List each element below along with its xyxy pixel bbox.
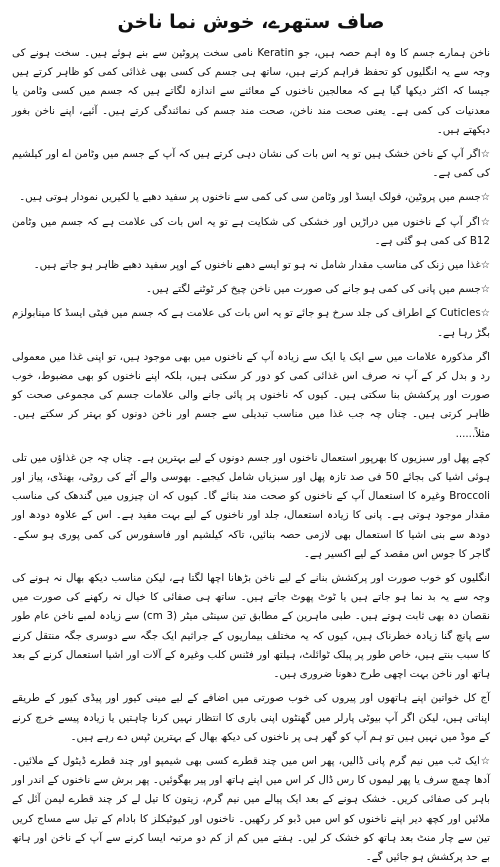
paragraph-water: ☆جسم میں پانی کی کمی ہو جانے کی صورت میں ناخن چیخ کر ٹوٹنے لگتے ہیں۔ (145, 283, 490, 296)
paragraph-white-spots: ☆جسم میں پروٹین، فولک ایسڈ اور وٹامن سی کی کمی سے ناخنوں پر سفید دھبے یا لکیریں نمودار ہوتی ہیں۔ (19, 191, 490, 204)
paragraph-zinc: ☆غذا میں زنک کی مناسب مقدار شامل نہ ہو تو ایسے دھبے ناخنوں کے اوپر سفید دھبے ظاہر ہو جاتے ہیں۔ (33, 259, 490, 272)
paragraph-fruits-vegetables: کچے پھل اور سبزیوں کا بھرپور استعمال ناخنوں اور جسم دونوں کے لیے بہترین ہے۔ چناں چہ جن غذاؤں میں تلی ہوئی اشیا کی بجائے 50 فی صد تازہ پھل اور سبزیاں شامل کیجیے۔ بھوسی والے آٹے کی روٹی، بھنڈی، پیاز اور Broccoli وغیرہ کا استعمال آپ کے ناخنوں کو صحت مند بنائے گا۔ کیوں کہ ان چیزوں میں گندھک کی مناسب مقدار موجود ہوتی ہے۔ پانی کا زیادہ استعمال، جلد اور ناخنوں کے لیے بہت مفید ہے۔ اس کے علاوہ دودھ اور دودھ سے بنی اشیا کا استعمال بھی لازمی حصہ بنائیں، تاکہ کیلشیم اور فاسفورس کی کمی پوری ہو سکے۔ گاجر کا جوس اس مقصد کے لیے اکسیر ہے۔ (12, 451, 491, 560)
article-title: صاف ستھرے، خوش نما ناخن (117, 11, 385, 33)
paragraph-cuticles: ☆Cuticles کے اطراف کی جلد سرخ ہو جائے تو یہ اس بات کی علامت ہے کہ جسم میں فیٹی ایسڈ کا مینابولزم بگڑ رہا ہے۔ (12, 307, 491, 339)
paragraph-cracks: ☆اگر آپ کے ناخنوں میں دراڑیں اور خشکی کی شکایت ہے تو یہ اس بات کی علامت ہے کہ جسم میں وٹامن B12 کی کمی ہو گئی ہے۔ (12, 215, 490, 247)
paragraph-method: ☆ایک ٹب میں نیم گرم پانی ڈالیں، پھر اس میں چند قطرے کسی بھی شیمپو اور چند قطرے ڈیٹول کے ملائیں۔ آدھا چمچ سرف یا پھر لیموں کا رس ڈال کر اس میں اپنے ہاتھ اور پیر بھگوئیں۔ پھر برش سے ناخنوں کے اندر اور باہر کی صفائی کریں۔ خشک ہونے کے بعد ایک پیالے میں نیم گرم، زیتون کا تیل لے کر چند قطرے لیمن آئل کے ملائیں اور کچھ دیر اپنے ناخنوں کو اس میں ڈبو کر رکھیں۔ ناخنوں اور کیوٹیکلز کا بادام کے تیل سے مساج کریں تین سے چار منٹ بعد ہاتھ کو خشک کر لیں۔ ہفتے میں کم از کم دو مرتبہ ایسا کرنے سے آپ کے ناخن اور ہاتھ بے حد پرکشش ہو جائیں گے۔ (12, 754, 490, 863)
paragraph-long-nails: انگلیوں کو خوب صورت اور پرکشش بنانے کے لیے ناخن بڑھانا اچھا لگتا ہے، لیکن مناسب دیکھ بھال نہ ہونے کی وجہ سے یہ بد نما ہو جاتے ہیں یا ٹوٹ پھوٹ جاتے ہیں۔ ساتھ ہی صفائی کا خیال نہ رکھنے کی صورت میں نقصان دہ بھی ثابت ہوتے ہیں۔ طبی ماہرین کے مطابق تین سینٹی میٹر (3 cm) سے زیادہ لمبے ناخن عام طور سے پانچ گنا زیادہ خطرناک ہیں، کیوں کہ یہ مختلف بیماریوں کے جراثیم ایک جگہ سے دوسری جگہ منتقل کرنے کا سبب بنتے ہیں، خاص طور پر پبلک ٹوائلٹ، ہیلتھ اور فٹنس کلب وغیرہ کے آلات اور اشیا استعمال کرنے کے بعد ہاتھ اور ناخن بہت اچھی طرح دھونا ضروری ہیں۔ (12, 572, 490, 681)
paragraph-diet-change: اگر مذکورہ علامات میں سے ایک یا ایک سے زیادہ آپ کے ناخنوں میں بھی موجود ہیں، تو اپنی غذا میں معمولی رد و بدل کر کے آپ نہ صرف اس غذائی کمی کو دور کر سکتی ہیں، بلکہ اپنے ناخنوں کو بھی مضبوط، خوب صورت اور پرکشش بنا سکتی ہیں۔ کیوں کہ ناخنوں پر پائی جانے والی علامات جسم کی مجموعی صحت کو ظاہر کرتی ہیں۔ چناں چہ جب غذا میں مناسب تبدیلی سے جسم اور ناخن دونوں کو بہتر کر سکتے ہیں۔ مثلاً...... (12, 350, 490, 440)
article-body (12, 44, 490, 867)
paragraph-home-care: آج کل خواتین اپنے ہاتھوں اور پیروں کی خوب صورتی میں اضافے کے لیے مینی کیور اور پیڈی کیور کے طریقے اپناتی ہیں، لیکن اگر آپ بیوٹی پارلر میں گھنٹوں اپنی باری کا انتظار نہیں کرنا چاہتیں یا زیادہ پیسے خرچ کرنے کے موڈ میں نہیں ہیں تو ہم آپ کو گھر ہی پر ناخنوں کی دیکھ بھال کے بہترین ٹپس دے رہے ہیں۔ (12, 692, 490, 743)
paragraph-dry-nails: ☆اگر آپ کے ناخن خشک ہیں تو یہ اس بات کی نشان دہی کرتے ہیں کہ آپ کے جسم میں وٹامن اے اور کیلشیم کی کمی ہے۔ (12, 148, 490, 180)
paragraph-intro: ناخن ہمارے جسم کا وہ اہم حصہ ہیں، جو Keratin نامی سخت پروٹین سے بنے ہوئے ہیں۔ سخت ہونے کی وجہ سے یہ انگلیوں کو تحفظ فراہم کرتے ہیں، ساتھ ہی جسم کی کسی بھی غذائی کمی کو ظاہر کرتے ہیں جیسا کہ اکثر دیکھا گیا ہے کہ معالجین ناخنوں کے معائنے سے اندازہ لگاتے ہیں کہ جسم میں کسی وٹامن یا معدنیات کی کمی ہے۔ یعنی صحت مند ناخن، صحت مند جسم کی نمائندگی کرتے ہیں۔ آئیے، اپنے ناخن بغور دیکھتے ہیں۔ (12, 47, 490, 136)
